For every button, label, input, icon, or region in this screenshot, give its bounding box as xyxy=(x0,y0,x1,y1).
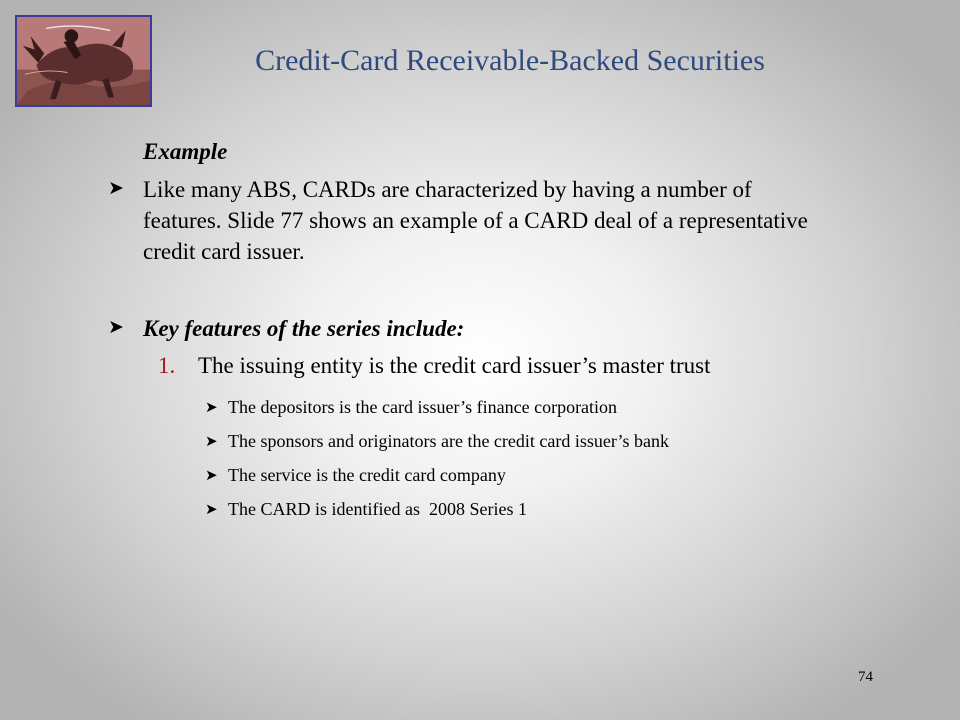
sub-bullet-text: The depositors is the card issuer’s finance corporation xyxy=(228,397,618,417)
item-number: 1. xyxy=(158,353,176,378)
bullet-text: Key features of the series include: xyxy=(143,316,465,341)
page-number: 74 xyxy=(858,669,873,685)
arrow-bullet-icon: ➤ xyxy=(205,398,218,416)
bullet-text: Like many ABS, CARDs are characterized by having a number of features. Slide 77 shows an example of a CARD deal of a representative credit card issuer. xyxy=(143,177,808,264)
arrow-bullet-icon: ➤ xyxy=(205,432,218,450)
sub-bullet-text: The service is the credit card company xyxy=(228,465,506,485)
arrow-bullet-icon: ➤ xyxy=(108,316,124,338)
arrow-bullet-icon: ➤ xyxy=(205,500,218,518)
item-text: The issuing entity is the credit card issuer’s master trust xyxy=(198,353,711,378)
example-heading: Example xyxy=(143,139,228,164)
arrow-bullet-icon: ➤ xyxy=(205,466,218,484)
arrow-bullet-icon: ➤ xyxy=(108,177,124,199)
sub-bullet-text: The sponsors and originators are the credit card issuer’s bank xyxy=(228,431,670,451)
slide-title: Credit-Card Receivable-Backed Securities xyxy=(255,44,765,77)
sub-bullet-text: The CARD is identified as 2008 Series 1 xyxy=(228,499,527,519)
